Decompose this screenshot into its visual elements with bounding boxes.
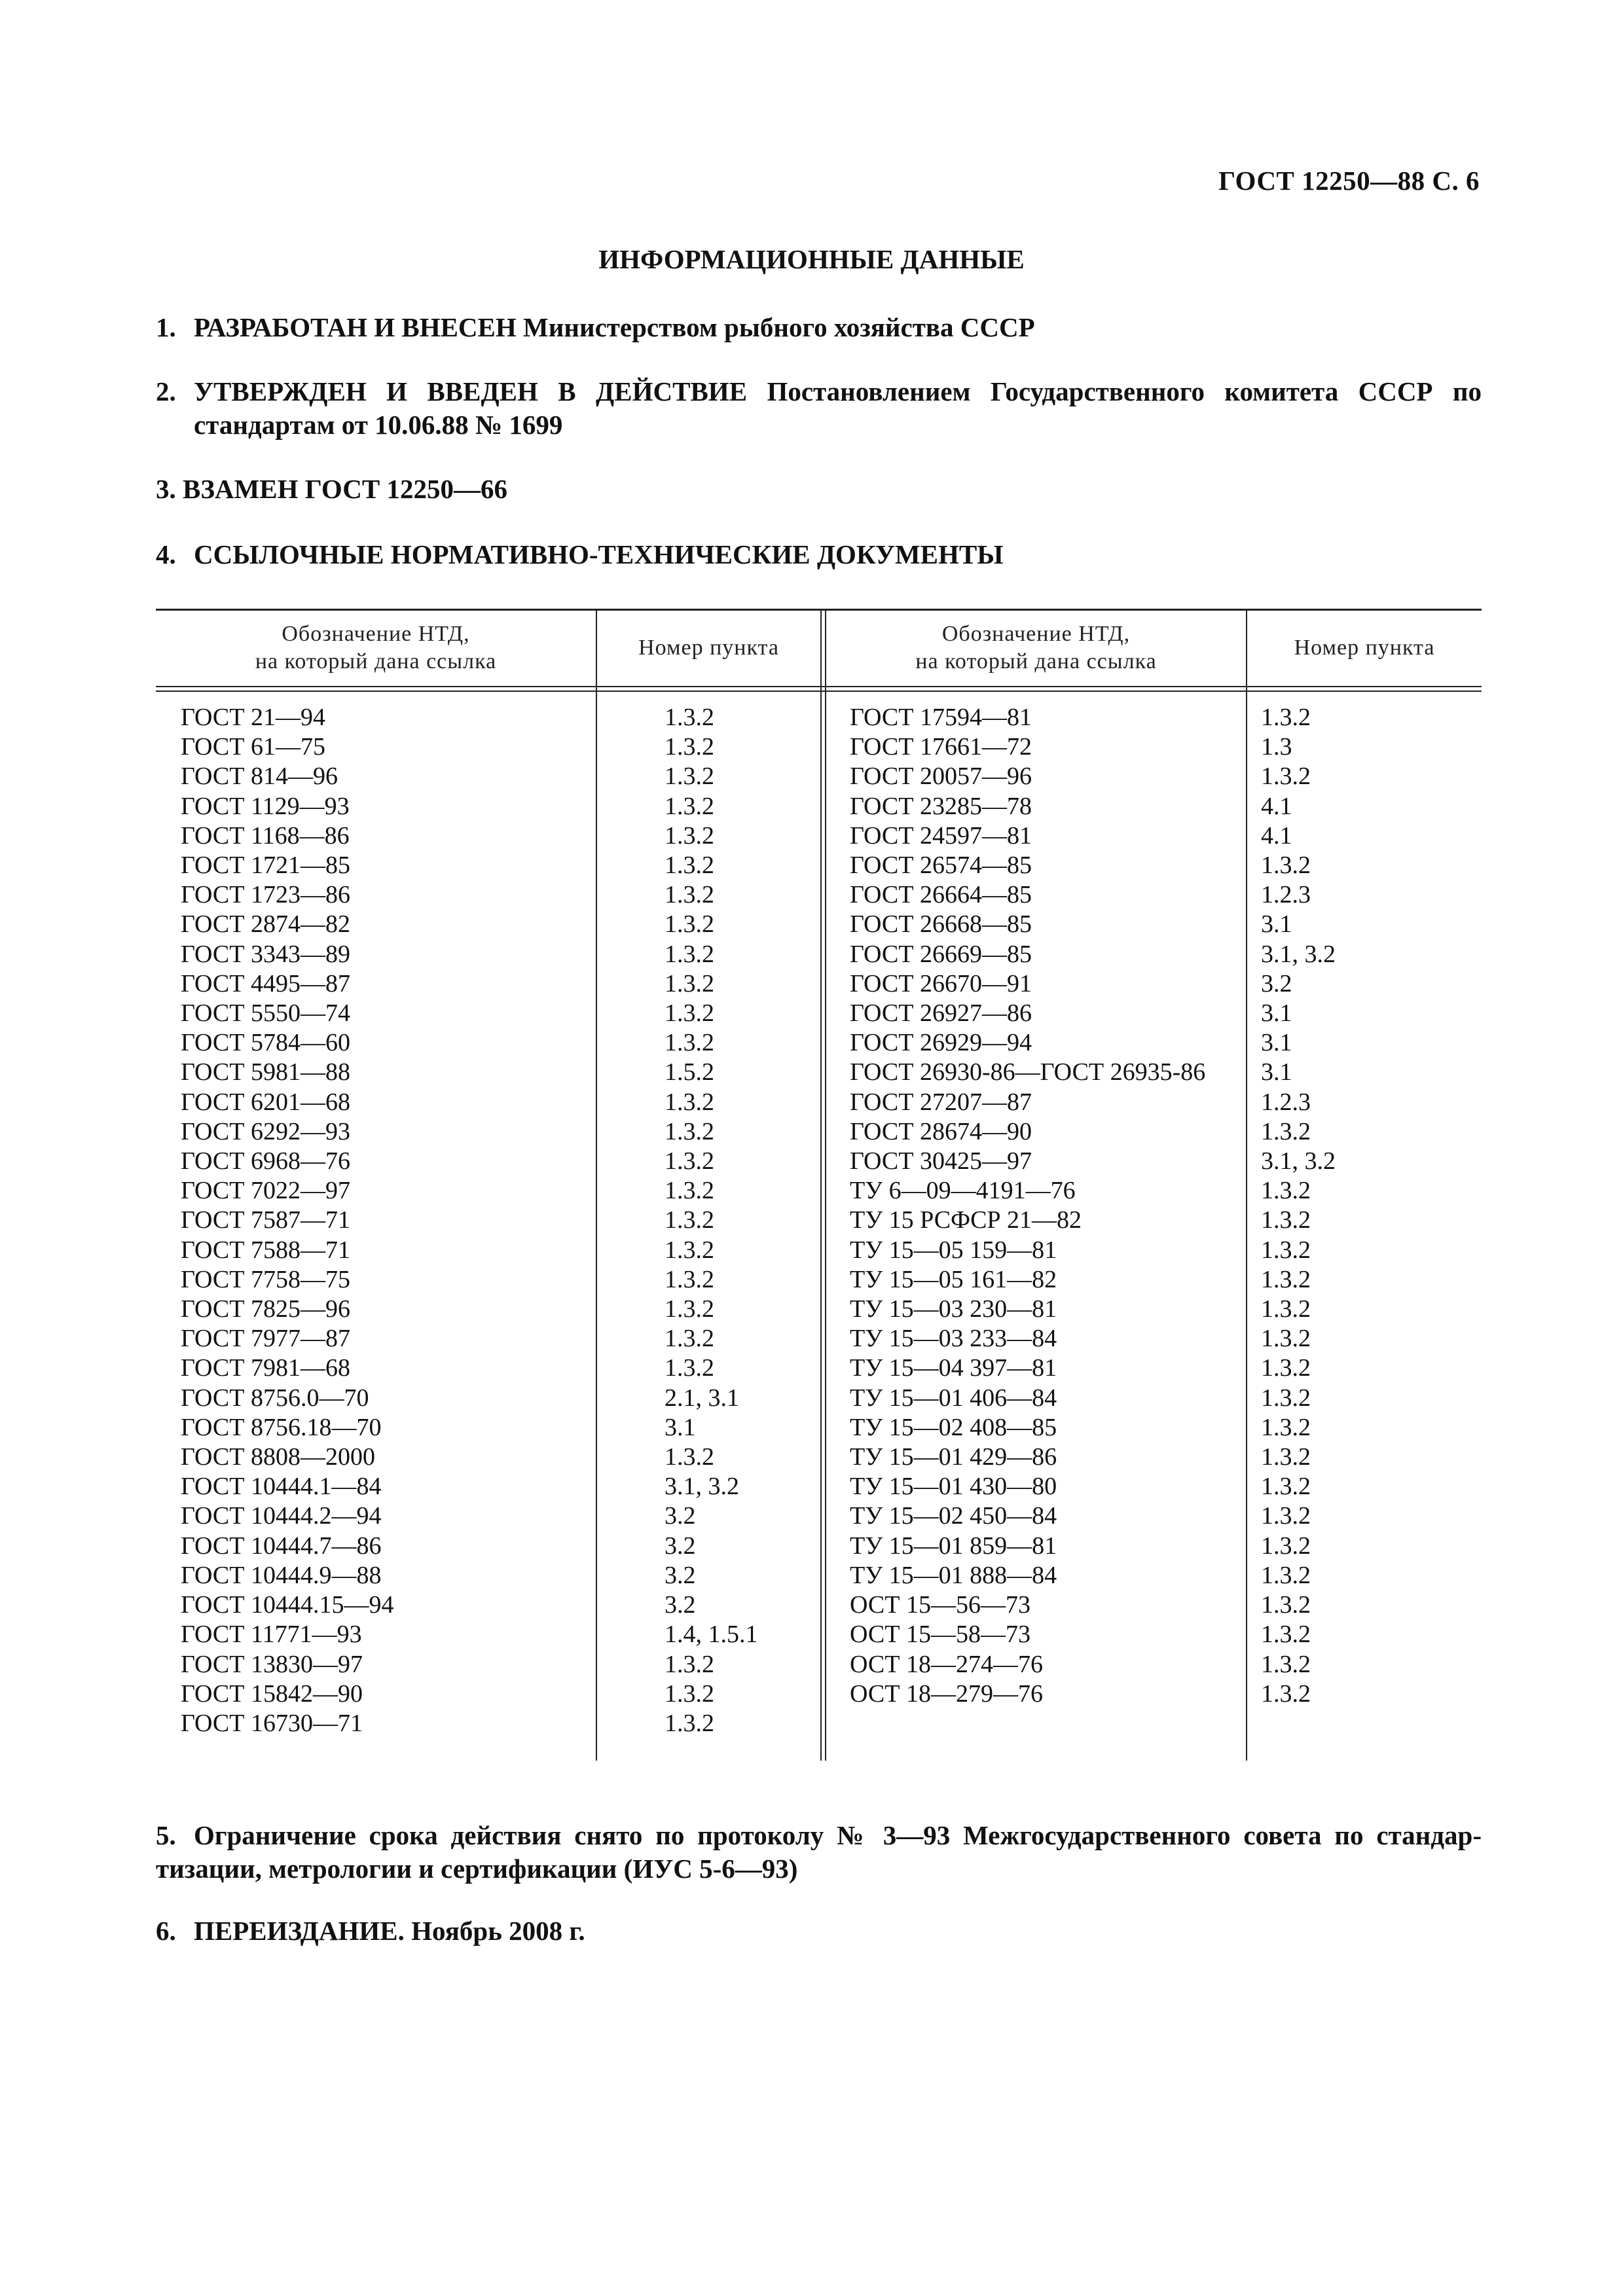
table-cell-designation: ГОСТ 1721—85 [181, 852, 350, 880]
table-cell-designation: ГОСТ 26929—94 [850, 1029, 1032, 1057]
header-ref-line-2: на который дана ссылка [915, 649, 1157, 673]
table-cell-point: 1.3.2 [665, 999, 714, 1028]
table-cell-designation: ГОСТ 26574—85 [850, 852, 1032, 880]
table-cell-point: 1.3.2 [665, 1709, 714, 1737]
left-designation-column [181, 703, 394, 1738]
item-number: 6. [156, 1916, 176, 1946]
table-cell-point: 1.3.2 [1261, 1502, 1311, 1530]
table-cell-designation: ТУ 15—05 161—82 [850, 1265, 1057, 1293]
table-cell-designation: ТУ 15—01 429—86 [850, 1443, 1057, 1471]
table-cell-designation: ГОСТ 23285—78 [850, 792, 1032, 820]
table-cell-point: 1.3.2 [1261, 1236, 1311, 1264]
item-number: 3. [156, 474, 176, 504]
right-point-column [1261, 703, 1336, 1709]
right-designation-column [850, 703, 1205, 1709]
table-cell-point: 1.3.2 [665, 1295, 714, 1323]
table-cell-point: 1.3.2 [1261, 1621, 1311, 1649]
table-cell-point: 1.3.2 [665, 969, 714, 997]
table-cell-designation: ГОСТ 26670—91 [850, 969, 1032, 997]
table-cell-point: 3.1, 3.2 [665, 1473, 739, 1501]
table-header-rule-2 [156, 691, 1482, 692]
table-cell-point: 3.2 [1261, 969, 1292, 997]
table-cell-point: 1.3.2 [1261, 1473, 1311, 1501]
header-ref-right [826, 617, 1246, 679]
table-cell-point: 1.3.2 [1261, 762, 1311, 791]
table-cell-designation: ГОСТ 26669—85 [850, 940, 1032, 968]
table-cell-point: 1.3.2 [1261, 1295, 1311, 1323]
table-cell-designation: ГОСТ 6292—93 [181, 1117, 350, 1145]
table-cell-point: 1.3.2 [665, 821, 714, 850]
table-cell-point: 3.1, 3.2 [1261, 940, 1336, 968]
table-cell-point: 1.3.2 [665, 733, 714, 761]
table-cell-designation: ГОСТ 1723—86 [181, 881, 350, 909]
table-cell-point: 1.3.2 [665, 1236, 714, 1264]
header-ref-left [156, 617, 596, 679]
table-cell-point: 1.3.2 [1261, 1354, 1311, 1382]
table-cell-point: 4.1 [1261, 821, 1292, 850]
table-cell-designation: ГОСТ 17661—72 [850, 733, 1032, 761]
table-cell-point: 1.3.2 [1261, 1650, 1311, 1678]
table-cell-point: 1.3.2 [665, 1147, 714, 1175]
table-cell-point: 1.3.2 [1261, 1413, 1311, 1441]
table-cell-designation: ГОСТ 5981—88 [181, 1058, 350, 1086]
table-cell-designation: ГОСТ 24597—81 [850, 821, 1032, 850]
table-cell-point: 1.3.2 [1261, 1532, 1311, 1560]
table-cell-designation: ТУ 15 РСФСР 21—82 [850, 1206, 1082, 1234]
left-point-column [665, 703, 758, 1738]
table-cell-designation: ТУ 6—09—4191—76 [850, 1177, 1076, 1205]
table-top-rule [156, 609, 1482, 611]
table-cell-point: 1.3.2 [665, 1354, 714, 1382]
table-cell-point: 4.1 [1261, 792, 1292, 820]
table-divider-2 [820, 609, 822, 1761]
table-cell-point: 1.3.2 [1261, 1325, 1311, 1353]
table-cell-designation: ГОСТ 30425—97 [850, 1147, 1032, 1175]
table-cell-point: 1.3.2 [665, 1443, 714, 1471]
table-cell-designation: ГОСТ 10444.7—86 [181, 1532, 382, 1560]
table-cell-point: 2.1, 3.1 [665, 1384, 739, 1412]
table-cell-designation: ГОСТ 1129—93 [181, 792, 350, 820]
table-cell-point: 3.2 [665, 1561, 696, 1589]
info-item-5 [156, 1819, 1482, 1886]
table-cell-designation: ГОСТ 11771—93 [181, 1621, 362, 1649]
item-number: 5. [156, 1820, 176, 1850]
table-cell-designation: ГОСТ 10444.9—88 [181, 1561, 382, 1589]
table-cell-designation: ОСТ 15—58—73 [850, 1621, 1030, 1649]
table-divider-1 [596, 609, 597, 1761]
info-item-3 [156, 473, 1482, 506]
table-cell-point: 1.3.2 [665, 1325, 714, 1353]
info-item-1 [156, 311, 1482, 344]
table-cell-point: 1.3.2 [665, 1679, 714, 1708]
item-text-line-1: УТВЕРЖДЕН И ВВЕДЕН В ДЕЙСТВИЕ Постановлением Государственного комитета СССР по [194, 376, 1482, 406]
table-cell-designation: ТУ 15—01 859—81 [850, 1532, 1057, 1560]
references-table [156, 609, 1482, 1761]
table-cell-point: 1.3.2 [665, 910, 714, 939]
table-cell-point: 1.3.2 [665, 940, 714, 968]
table-cell-designation: ГОСТ 3343—89 [181, 940, 350, 968]
table-cell-point: 1.3.2 [1261, 1561, 1311, 1589]
table-cell-point: 3.1 [1261, 999, 1292, 1028]
table-cell-point: 3.1, 3.2 [1261, 1147, 1336, 1175]
table-cell-designation: ГОСТ 61—75 [181, 733, 325, 761]
item-number: 1. [156, 312, 176, 342]
table-cell-designation: ГОСТ 27207—87 [850, 1088, 1032, 1116]
table-cell-designation: ГОСТ 26930-86—ГОСТ 26935-86 [850, 1058, 1206, 1086]
table-cell-point: 3.2 [665, 1591, 696, 1619]
table-cell-designation: ОСТ 18—274—76 [850, 1650, 1043, 1678]
table-cell-point: 1.3.2 [665, 1206, 714, 1234]
table-cell-designation: ГОСТ 7758—75 [181, 1265, 350, 1293]
item-text-line-1: Ограничение срока действия снято по протоколу № 3—93 Межгосударственного совета по стандар- [194, 1820, 1482, 1850]
table-cell-designation: ГОСТ 5550—74 [181, 999, 350, 1028]
table-cell-point: 1.3.2 [1261, 1265, 1311, 1293]
table-cell-designation: ТУ 15—01 888—84 [850, 1561, 1057, 1589]
item-text: ПЕРЕИЗДАНИЕ. Ноябрь 2008 г. [194, 1916, 585, 1946]
header-point-left: Номер пункта [638, 635, 779, 660]
item-number: 4. [156, 539, 176, 569]
item-text-line-2: стандартам от 10.06.88 № 1699 [194, 410, 563, 440]
table-cell-point: 1.3.2 [665, 762, 714, 791]
table-cell-designation: ОСТ 18—279—76 [850, 1679, 1043, 1708]
table-cell-point: 1.3.2 [665, 1029, 714, 1057]
table-cell-designation: ГОСТ 10444.15—94 [181, 1591, 394, 1619]
table-cell-point: 3.1 [1261, 910, 1292, 939]
table-cell-designation: ГОСТ 15842—90 [181, 1679, 363, 1708]
table-cell-designation: ГОСТ 7022—97 [181, 1177, 350, 1205]
table-cell-designation: ГОСТ 26927—86 [850, 999, 1032, 1028]
table-cell-designation: ТУ 15—01 430—80 [850, 1473, 1057, 1501]
table-cell-designation: ГОСТ 814—96 [181, 762, 338, 791]
table-cell-point: 3.1 [1261, 1058, 1292, 1086]
table-cell-point: 1.3.2 [1261, 1206, 1311, 1234]
table-cell-designation: ГОСТ 6201—68 [181, 1088, 350, 1116]
table-cell-point: 1.3.2 [665, 1265, 714, 1293]
table-cell-designation: ТУ 15—03 233—84 [850, 1325, 1057, 1353]
table-cell-designation: ТУ 15—02 450—84 [850, 1502, 1057, 1530]
table-cell-designation: ГОСТ 28674—90 [850, 1117, 1032, 1145]
table-cell-designation: ГОСТ 7587—71 [181, 1206, 350, 1234]
table-cell-point: 1.3.2 [1261, 1443, 1311, 1471]
item-number: 2. [156, 376, 176, 406]
table-cell-designation: ГОСТ 21—94 [181, 704, 325, 731]
table-cell-designation: ГОСТ 10444.1—84 [181, 1473, 382, 1501]
table-cell-point: 1.2.3 [1261, 881, 1311, 909]
item-text-line-2: тизации, метрологии и сертификации (ИУС 5-6—93) [156, 1854, 798, 1884]
header-point-right: Номер пункта [1294, 635, 1435, 660]
table-cell-point: 3.1 [1261, 1029, 1292, 1057]
table-cell-point: 1.3.2 [1261, 1117, 1311, 1145]
table-cell-designation: ГОСТ 5784—60 [181, 1029, 350, 1057]
table-cell-point: 1.3.2 [1261, 852, 1311, 880]
header-ref-line-1: Обозначение НТД, [941, 621, 1131, 646]
table-cell-designation: ТУ 15—01 406—84 [850, 1384, 1057, 1412]
table-divider-3 [825, 609, 826, 1761]
table-cell-designation: ГОСТ 6968—76 [181, 1147, 350, 1175]
table-cell-designation: ТУ 15—03 230—81 [850, 1295, 1057, 1323]
table-cell-point: 3.1 [665, 1413, 696, 1441]
info-item-4 [156, 538, 1482, 571]
table-cell-point: 1.3.2 [1261, 1177, 1311, 1205]
table-cell-point: 1.5.2 [665, 1058, 714, 1086]
table-cell-designation: ГОСТ 13830—97 [181, 1650, 363, 1678]
document-title: ИНФОРМАЦИОННЫЕ ДАННЫЕ [598, 244, 1025, 274]
table-header-rule [156, 686, 1482, 687]
table-cell-designation: ГОСТ 8808—2000 [181, 1443, 375, 1471]
table-cell-point: 1.3.2 [1261, 1679, 1311, 1708]
table-cell-point: 1.3 [1261, 733, 1292, 761]
table-cell-designation: ТУ 15—05 159—81 [850, 1236, 1057, 1264]
table-cell-point: 1.3.2 [1261, 1384, 1311, 1412]
table-cell-point: 1.3.2 [665, 881, 714, 909]
table-cell-point: 1.3.2 [665, 1088, 714, 1116]
table-divider-4 [1246, 609, 1247, 1761]
table-cell-designation: ГОСТ 17594—81 [850, 704, 1032, 731]
table-cell-designation: ГОСТ 16730—71 [181, 1709, 363, 1737]
table-cell-designation: ГОСТ 7588—71 [181, 1236, 350, 1264]
table-cell-designation: ТУ 15—02 408—85 [850, 1413, 1057, 1441]
table-cell-point: 1.4, 1.5.1 [665, 1621, 758, 1649]
table-cell-point: 1.3.2 [665, 704, 714, 731]
table-cell-designation: ГОСТ 4495—87 [181, 969, 350, 997]
page-header: ГОСТ 12250—88 С. 6 [1218, 166, 1480, 196]
table-cell-designation: ГОСТ 8756.0—70 [181, 1384, 369, 1412]
table-cell-designation: ГОСТ 26664—85 [850, 881, 1032, 909]
table-cell-point: 1.3.2 [665, 1650, 714, 1678]
table-cell-designation: ГОСТ 1168—86 [181, 821, 350, 850]
table-cell-designation: ГОСТ 26668—85 [850, 910, 1032, 939]
table-cell-point: 1.3.2 [1261, 704, 1311, 731]
table-cell-designation: ГОСТ 20057—96 [850, 762, 1032, 791]
header-ref-line-1: Обозначение НТД, [282, 621, 470, 646]
item-text: ВЗАМЕН ГОСТ 12250—66 [183, 474, 507, 504]
table-cell-designation: ГОСТ 8756.18—70 [181, 1413, 382, 1441]
table-cell-designation: ГОСТ 7981—68 [181, 1354, 350, 1382]
table-cell-designation: ГОСТ 2874—82 [181, 910, 350, 939]
table-cell-point: 1.3.2 [665, 852, 714, 880]
table-cell-designation: ГОСТ 7977—87 [181, 1325, 350, 1353]
header-ref-line-2: на который дана ссылка [255, 649, 497, 673]
table-cell-designation: ТУ 15—04 397—81 [850, 1354, 1057, 1382]
item-text: РАЗРАБОТАН И ВНЕСЕН Министерством рыбного хозяйства СССР [194, 312, 1035, 342]
item-text: ССЫЛОЧНЫЕ НОРМАТИВНО-ТЕХНИЧЕСКИЕ ДОКУМЕНТЫ [194, 539, 1004, 569]
table-cell-point: 1.3.2 [665, 1117, 714, 1145]
table-cell-designation: ГОСТ 10444.2—94 [181, 1502, 382, 1530]
table-cell-designation: ОСТ 15—56—73 [850, 1591, 1030, 1619]
info-item-6 [156, 1914, 1482, 1948]
table-cell-designation: ГОСТ 7825—96 [181, 1295, 350, 1323]
table-cell-point: 1.3.2 [665, 1177, 714, 1205]
table-cell-point: 3.2 [665, 1532, 696, 1560]
table-cell-point: 1.3.2 [665, 792, 714, 820]
info-item-2 [156, 375, 1482, 442]
table-cell-point: 1.2.3 [1261, 1088, 1311, 1116]
table-cell-point: 3.2 [665, 1502, 696, 1530]
table-cell-point: 1.3.2 [1261, 1591, 1311, 1619]
